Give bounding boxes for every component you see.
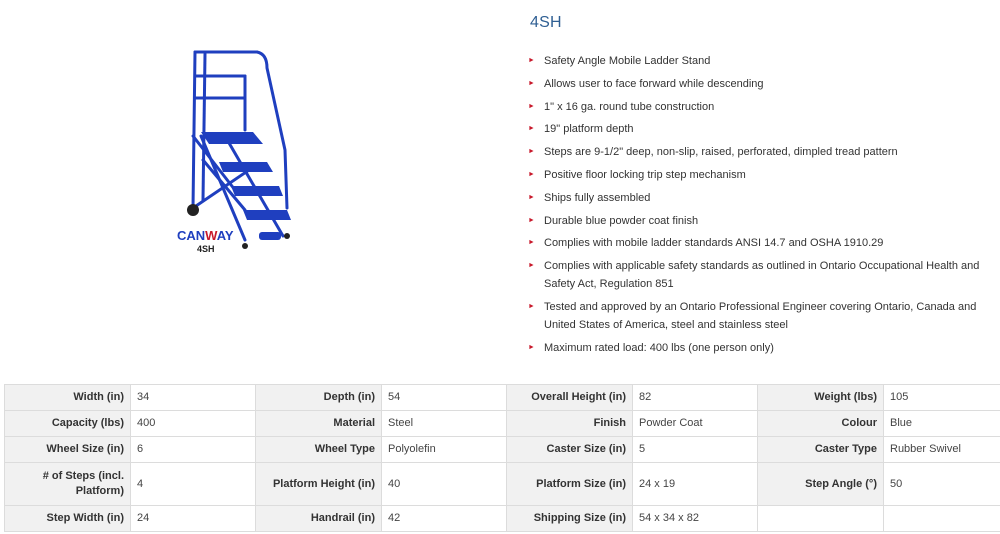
spec-label: Colour [758,411,884,437]
feature-item [528,234,994,252]
spec-label: Shipping Size (in) [507,506,633,532]
spec-label: Handrail (in) [256,506,382,532]
bullet-icon: ► [528,57,535,64]
feature-text: Allows user to face forward while descending [544,77,764,90]
spec-value: 6 [131,437,256,463]
spec-label: Platform Height (in) [256,463,382,506]
table-row [5,437,1000,463]
spec-value: 4 [131,463,256,506]
feature-text: Ships fully assembled [544,191,651,204]
feature-text: Steps are 9-1/2" deep, non-slip, raised, perforated, dimpled tread pattern [544,146,898,159]
table-row [5,506,1000,532]
bullet-icon: ► [528,170,535,178]
feature-text: 19" platform depth [544,123,634,136]
spec-label: Capacity (lbs) [5,411,131,437]
specs-table [4,384,1000,532]
spec-label: Depth (in) [256,385,382,411]
table-row [5,463,1000,506]
spec-value: 105 [884,385,1000,411]
model-label: 4SH [197,244,215,254]
feature-item [528,143,994,161]
spec-value: 42 [382,506,507,532]
feature-item [528,166,994,184]
bullet-icon: ► [528,239,535,247]
product-image [175,40,315,262]
feature-item [528,339,994,357]
spec-value: Steel [382,411,507,437]
feature-text: Durable blue powder coat finish [544,214,699,227]
feature-item [528,98,994,116]
empty-cell [884,506,1000,532]
feature-item [528,298,994,334]
spec-value: 50 [884,463,1000,506]
spec-label: Platform Size (in) [507,463,633,506]
bullet-icon: ► [528,102,535,110]
spec-value: 24 x 19 [633,463,758,506]
spec-value: Rubber Swivel [884,437,1000,463]
feature-text: Maximum rated load: 400 lbs (one person only) [544,341,774,354]
spec-value: 400 [131,411,256,437]
bullet-icon: ► [528,343,535,351]
table-row [5,385,1000,411]
feature-item [528,212,994,230]
spec-label: Caster Size (in) [507,437,633,463]
spec-value: Blue [884,411,1000,437]
spec-label: Width (in) [5,385,131,411]
feature-list [528,52,994,362]
ladder-illustration [175,40,315,262]
bullet-icon: ► [528,148,535,156]
spec-value: 24 [131,506,256,532]
spec-label: Wheel Type [256,437,382,463]
table-row [5,411,1000,437]
spec-value: Polyolefin [382,437,507,463]
feature-text: Tested and approved by an Ontario Professional Engineer covering Ontario, Canada and United States of America, steel and stainless steel [544,300,977,331]
spec-label: Step Angle (°) [758,463,884,506]
product-title: 4SH [530,14,562,31]
feature-item [528,257,994,293]
bullet-icon: ► [528,125,535,133]
bullet-icon: ► [528,216,535,224]
empty-cell [758,506,884,532]
spec-label: Step Width (in) [5,506,131,532]
spec-value: 40 [382,463,507,506]
feature-item [528,189,994,207]
feature-item [528,75,994,93]
bullet-icon: ► [528,193,535,201]
wheel-icon [187,204,199,216]
feature-text: Complies with applicable safety standards as outlined in Ontario Occupational Health and Safety Act, Regulation 851 [544,260,980,291]
feature-text: Positive floor locking trip step mechanism [544,168,746,181]
spec-label: Wheel Size (in) [5,437,131,463]
spec-label: Finish [507,411,633,437]
spec-value: 54 [382,385,507,411]
spec-value: Powder Coat [633,411,758,437]
spec-value: 82 [633,385,758,411]
feature-text: Safety Angle Mobile Ladder Stand [544,55,711,67]
feature-text: Complies with mobile ladder standards ANSI 14.7 and OSHA 1910.29 [544,237,884,250]
spec-label: Caster Type [758,437,884,463]
bullet-icon: ► [528,79,535,87]
feature-item [528,120,994,138]
spec-value: 34 [131,385,256,411]
bullet-icon: ► [528,262,535,270]
spec-label: Overall Height (in) [507,385,633,411]
spec-value: 54 x 34 x 82 [633,506,758,532]
feature-text: 1" x 16 ga. round tube construction [544,100,715,113]
spec-label: Weight (lbs) [758,385,884,411]
spec-label: # of Steps (incl. Platform) [5,463,131,506]
bullet-icon: ► [528,302,535,310]
spec-label: Material [256,411,382,437]
brand-logo: CANWAY [177,228,234,243]
spec-value: 5 [633,437,758,463]
feature-item [528,52,994,70]
